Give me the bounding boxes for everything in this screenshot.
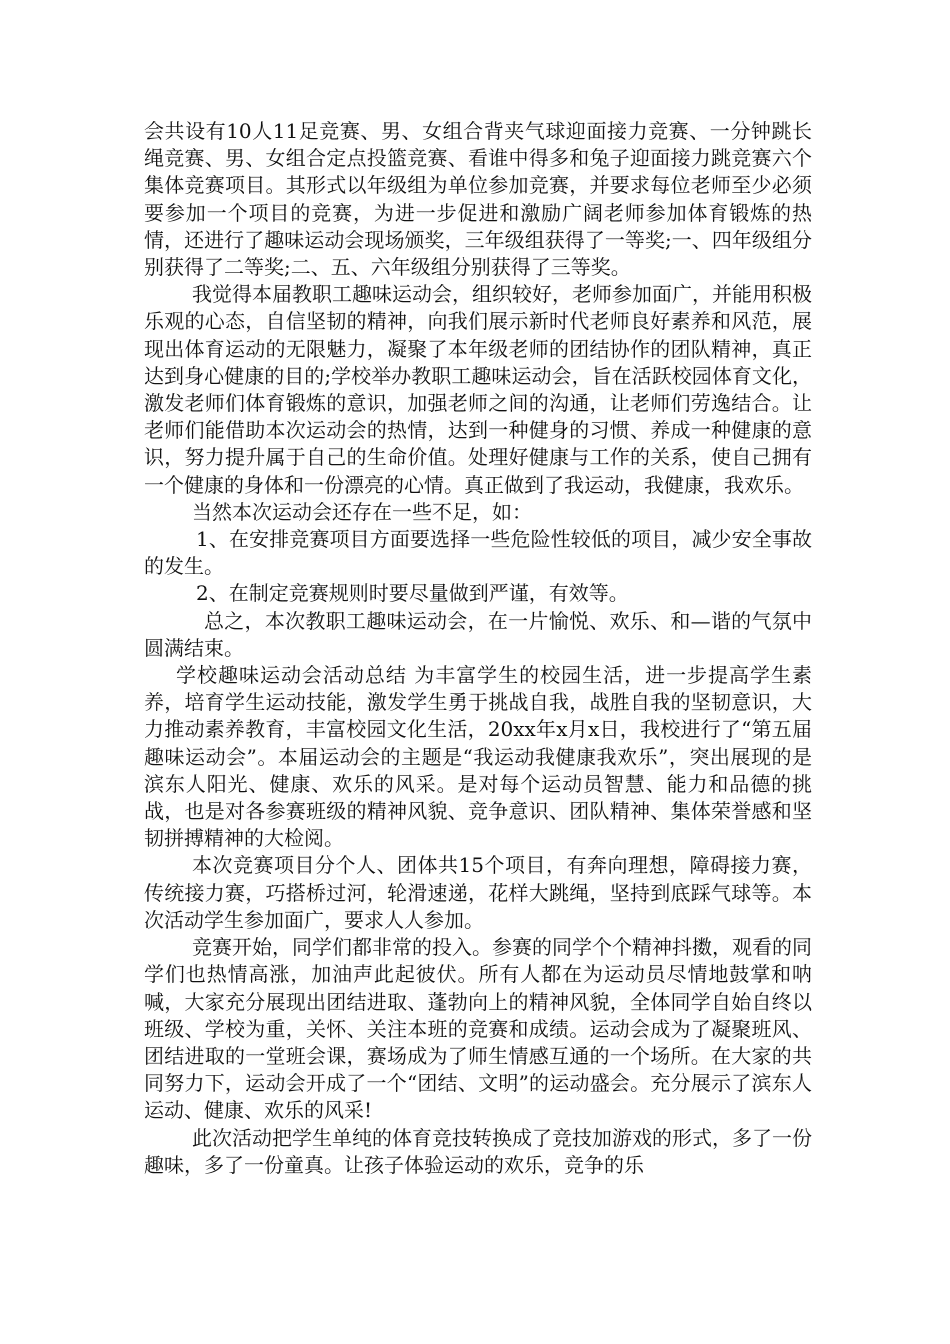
paragraph-competition-items: 会共设有10人11足竞赛、男、女组合背夹气球迎面接力竞赛、一分钟跳长绳竞赛、男、女组合定点投篮竞赛、看谁中得多和兔子迎面接力跳竞赛六个集体竞赛项目。其形式以年级组为单位参加竞赛，并要求每位老师至少必须要参加一个项目的竞赛，为进一步促进和激励广阔老师参加体育锻炼的热情，还进行了趣味运动会现场颁奖，三年级组获得了一等奖;一、四年级组分别获得了二等奖;二、五、六年级组分别获得了三等奖。 xyxy=(144,119,812,280)
document-body xyxy=(144,118,812,1179)
paragraph-competition-start: 竞赛开始，同学们都非常的投入。参赛的同学个个精神抖擞，观看的同学们也热情高涨，加油声此起彼伏。所有人都在为运动员尽情地鼓掌和呐喊，大家充分展现出团结进取、蓬勃向上的精神风貌，全体同学自始自终以班级、学校为重，关怀、关注本班的竞赛和成绩。运动会成为了凝聚班风、团结进取的一堂班会课，赛场成为了师生情感互通的一个场所。在大家的共同努力下，运动会开成了一个“团结、文明”的运动盛会。充分展示了滨东人运动、健康、欢乐的风采! xyxy=(144,935,812,1123)
paragraph-shortcomings-intro: 当然本次运动会还存在一些不足，如： xyxy=(192,499,532,524)
paragraph-event-items: 本次竞赛项目分个人、团体共15个项目，有奔向理想，障碍接力赛，传统接力赛，巧搭桥过河，轮滑速递，花样大跳绳，坚持到底踩气球等。本次活动学生参加面广，要求人人参加。 xyxy=(144,853,812,932)
paragraph-activity-form: 此次活动把学生单纯的体育竞技转换成了竞技加游戏的形式，多了一份趣味，多了一份童真。让孩子体验运动的欢乐，竞争的乐 xyxy=(144,1125,812,1177)
paragraph-school-summary: 学校趣味运动会活动总结 为丰富学生的校园生活，进一步提高学生素养，培育学生运动技能，激发学生勇于挑战自我，战胜自我的坚韧意识，大力推动素养教育，丰富校园文化生活，20xx年x月x日，我校进行了“第五届趣味运动会”。本届运动会的主题是“我运动我健康我欢乐”，突出展现的是滨东人阳光、健康、欢乐的风采。是对每个运动员智慧、能力和品德的挑战，也是对各参赛班级的精神风貌、竞争意识、团队精神、集体荣誉感和坚韧拼搏精神的大检阅。 xyxy=(144,663,812,851)
paragraph-shortcoming-2: 2、在制定竞赛规则时要尽量做到严谨，有效等。 xyxy=(196,581,629,606)
paragraph-teacher-reflection: 我觉得本届教职工趣味运动会，组织较好，老师参加面广，并能用积极乐观的心态，自信坚韧的精神，向我们展示新时代老师良好素养和风范，展现出体育运动的无限魅力，凝聚了本年级老师的团结协作的团队精神，真正达到身心健康的目的;学校举办教职工趣味运动会，旨在活跃校园体育文化，激发老师们体育锻炼的意识，加强老师之间的沟通，让老师们劳逸结合。让老师们能借助本次运动会的热情，达到一种健身的习惯、养成一种健康的意识，努力提升属于自己的生命价值。处理好健康与工作的关系，使自己拥有一个健康的身体和一份漂亮的心情。真正做到了我运动，我健康，我欢乐。 xyxy=(144,282,812,497)
paragraph-shortcoming-1: 1、在安排竞赛项目方面要选择一些危险性较低的项目，减少安全事故的发生。 xyxy=(144,527,812,579)
paragraph-conclusion: 总之，本次教职工趣味运动会，在一片愉悦、欢乐、和—谐的气氛中圆满结束。 xyxy=(144,608,812,660)
